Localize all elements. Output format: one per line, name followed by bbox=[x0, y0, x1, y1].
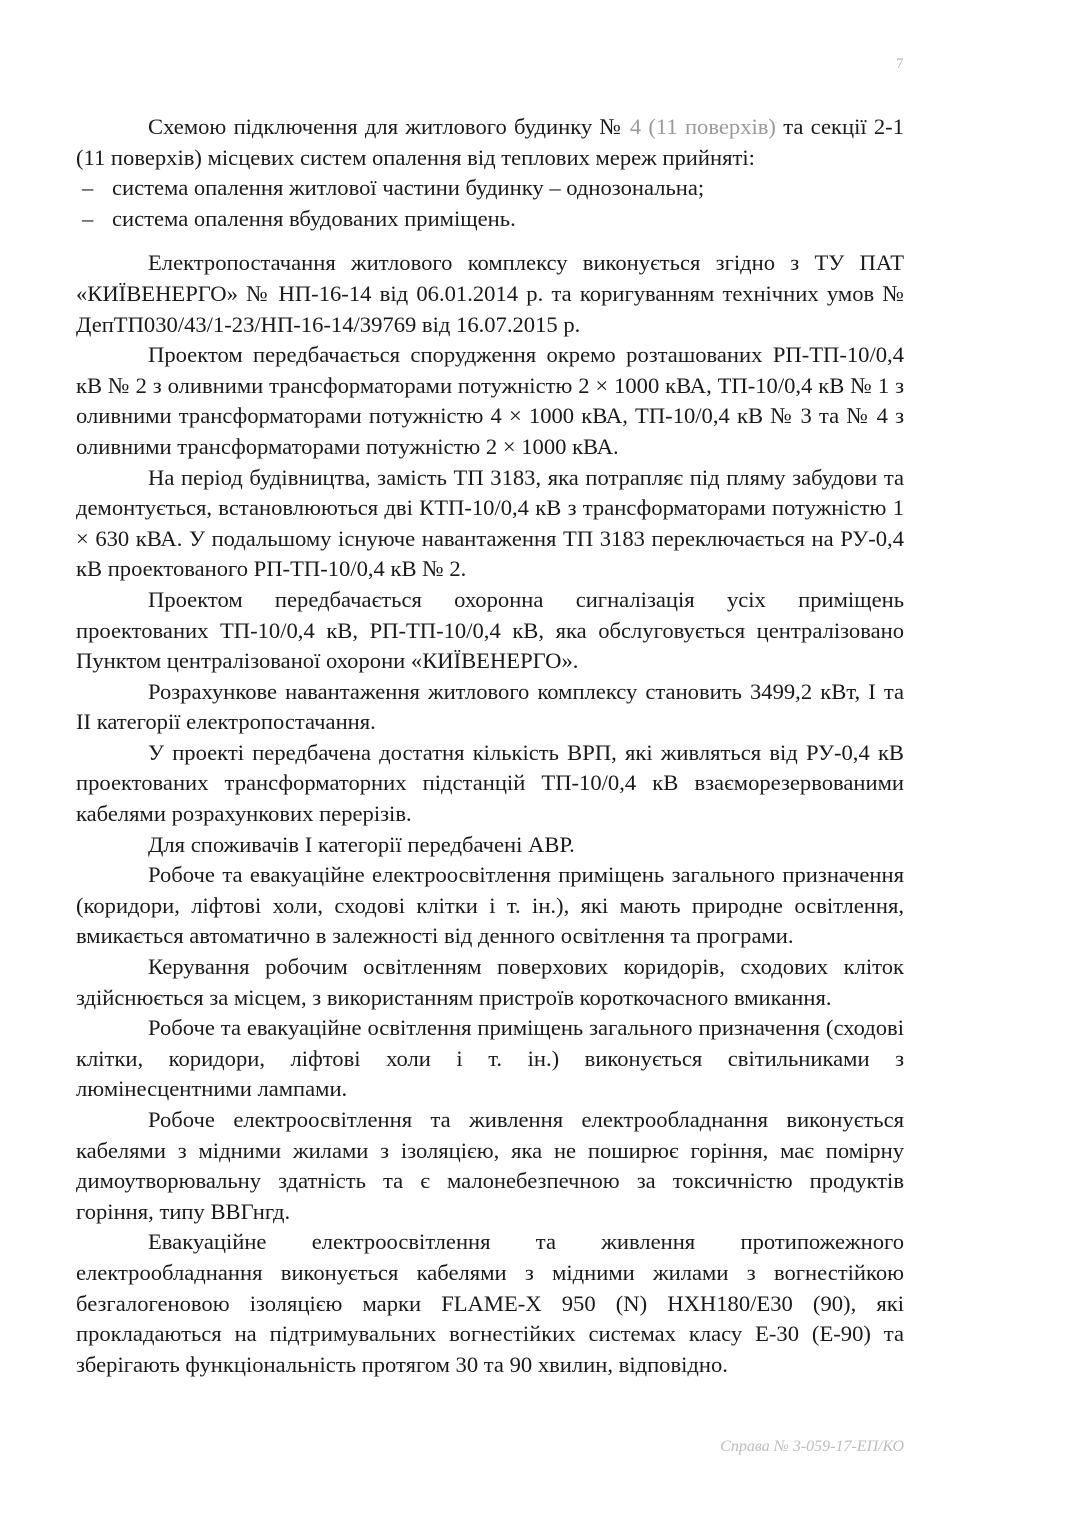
paragraph-heating-scheme: Схемою підключення для житлового будинку № 4 (11 поверхів) та секції 2-1 (11 поверхів) місцевих систем опалення від теплових мереж прийняті: bbox=[76, 114, 905, 170]
paragraph-avr: Для споживачів І категорії передбачені АВР. bbox=[148, 831, 575, 857]
paragraph-power-supply: Електропостачання житлового комплексу виконується згідно з ТУ ПАТ «КИЇВЕНЕРГО» № НП-16-14 від 06.01.2014 р. та коригуванням технічних умов № ДепТП030/43/1-23/НП-16-14/39769 від 16.07.2015 р. bbox=[76, 250, 904, 337]
paragraph-transformers: Проектом передбачається спорудження окремо розташованих РП-ТП-10/0,4 кВ № 2 з оливними трансформаторами потужністю 2 × 1000 кВА, ТП-10/0,4 кВ № 1 з оливними трансформаторами потужністю 4 × 1000 кВА, ТП-10/0,4 кВ № 3 та № 4 з оливними трансформаторами потужністю 2 × 1000 кВА. bbox=[76, 342, 904, 459]
list-item-text: система опалення житлової частини будинку – однозональна; bbox=[112, 175, 705, 201]
paragraph-lighting-control: Керування робочим освітленням поверхових коридорів, сходових кліток здійснюється за місцем, з використанням пристроїв короткочасного вмикання. bbox=[76, 954, 904, 1010]
paragraph-security-alarm: Проектом передбачається охоронна сигналізація усіх приміщень проектованих ТП-10/0,4 кВ, РП-ТП-10/0,4 кВ, яка обслуговується централізовано Пунктом централізованої охорони «КИЇВЕНЕРГО». bbox=[76, 586, 904, 674]
footer-case-number: Справа № 3-059-17-ЕП/КО bbox=[720, 1438, 904, 1455]
dash-bullet: – bbox=[82, 205, 94, 231]
dash-bullet: – bbox=[82, 175, 94, 201]
paragraph-fireproof-cables: Евакуаційне електроосвітлення та живлення протипожежного електрообладнання виконується кабелями з мідними жилами з вогнестійкою безгалогеновою ізоляцією марки FLAME-X 950 (N) HXH180/E30 (90), які прокладаються на підтримувальних вогнестійких системах класу Е-30 (Е-90) та зберігають функціональність протягом 30 та 90 хвилин, відповідно. bbox=[76, 1229, 904, 1377]
paragraph-lighting-auto: Робоче та евакуаційне електроосвітлення приміщень загального призначення (коридори, ліфтові холи, сходові клітки і т. ін.), які мають природне освітлення, вмикається автоматично в залежності від денного освітлення та програми. bbox=[76, 862, 904, 949]
paragraph-construction-period: На період будівництва, замість ТП 3183, яка потрапляє під пляму забудови та демонтується, встановлюються дві КТП-10/0,4 кВ з трансформаторами потужністю 1 × 630 кВА. У подальшому існуюче навантаження ТП 3183 переключається на РУ-0,4 кВ проектованого РП-ТП-10/0,4 кВ № 2. bbox=[76, 464, 904, 582]
document-body bbox=[76, 112, 904, 1380]
faded-text: 4 (11 поверхів) bbox=[629, 114, 776, 139]
list-item bbox=[76, 173, 904, 204]
paragraph-cables: Робоче електроосвітлення та живлення електрообладнання виконується кабелями з мідними жилами з ізоляцією, яка не поширює горіння, має помірну димоутворювальну здатність та є малонебезпечною за токсичністю продуктів горіння, типу ВВГнгд. bbox=[76, 1107, 904, 1224]
paragraph-design-load: Розрахункове навантаження житлового комплексу становить 3499,2 кВт, І та ІІ категорії електропостачання. bbox=[76, 678, 904, 735]
list-item bbox=[76, 204, 904, 235]
paragraph-luminaires: Робоче та евакуаційне освітлення приміщень загального призначення (сходові клітки, коридори, ліфтові холи і т. ін.) виконується світильниками з люмінесцентними лампами. bbox=[76, 1015, 904, 1102]
list-item-text: система опалення вбудованих приміщень. bbox=[112, 205, 516, 231]
page-number: 7 bbox=[896, 56, 904, 72]
paragraph-vrp: У проекті передбачена достатня кількість ВРП, які живляться від РУ-0,4 кВ проектованих трансформаторних підстанцій ТП-10/0,4 кВ взаєморезервованими кабелями розрахункових перерізів. bbox=[76, 739, 904, 827]
